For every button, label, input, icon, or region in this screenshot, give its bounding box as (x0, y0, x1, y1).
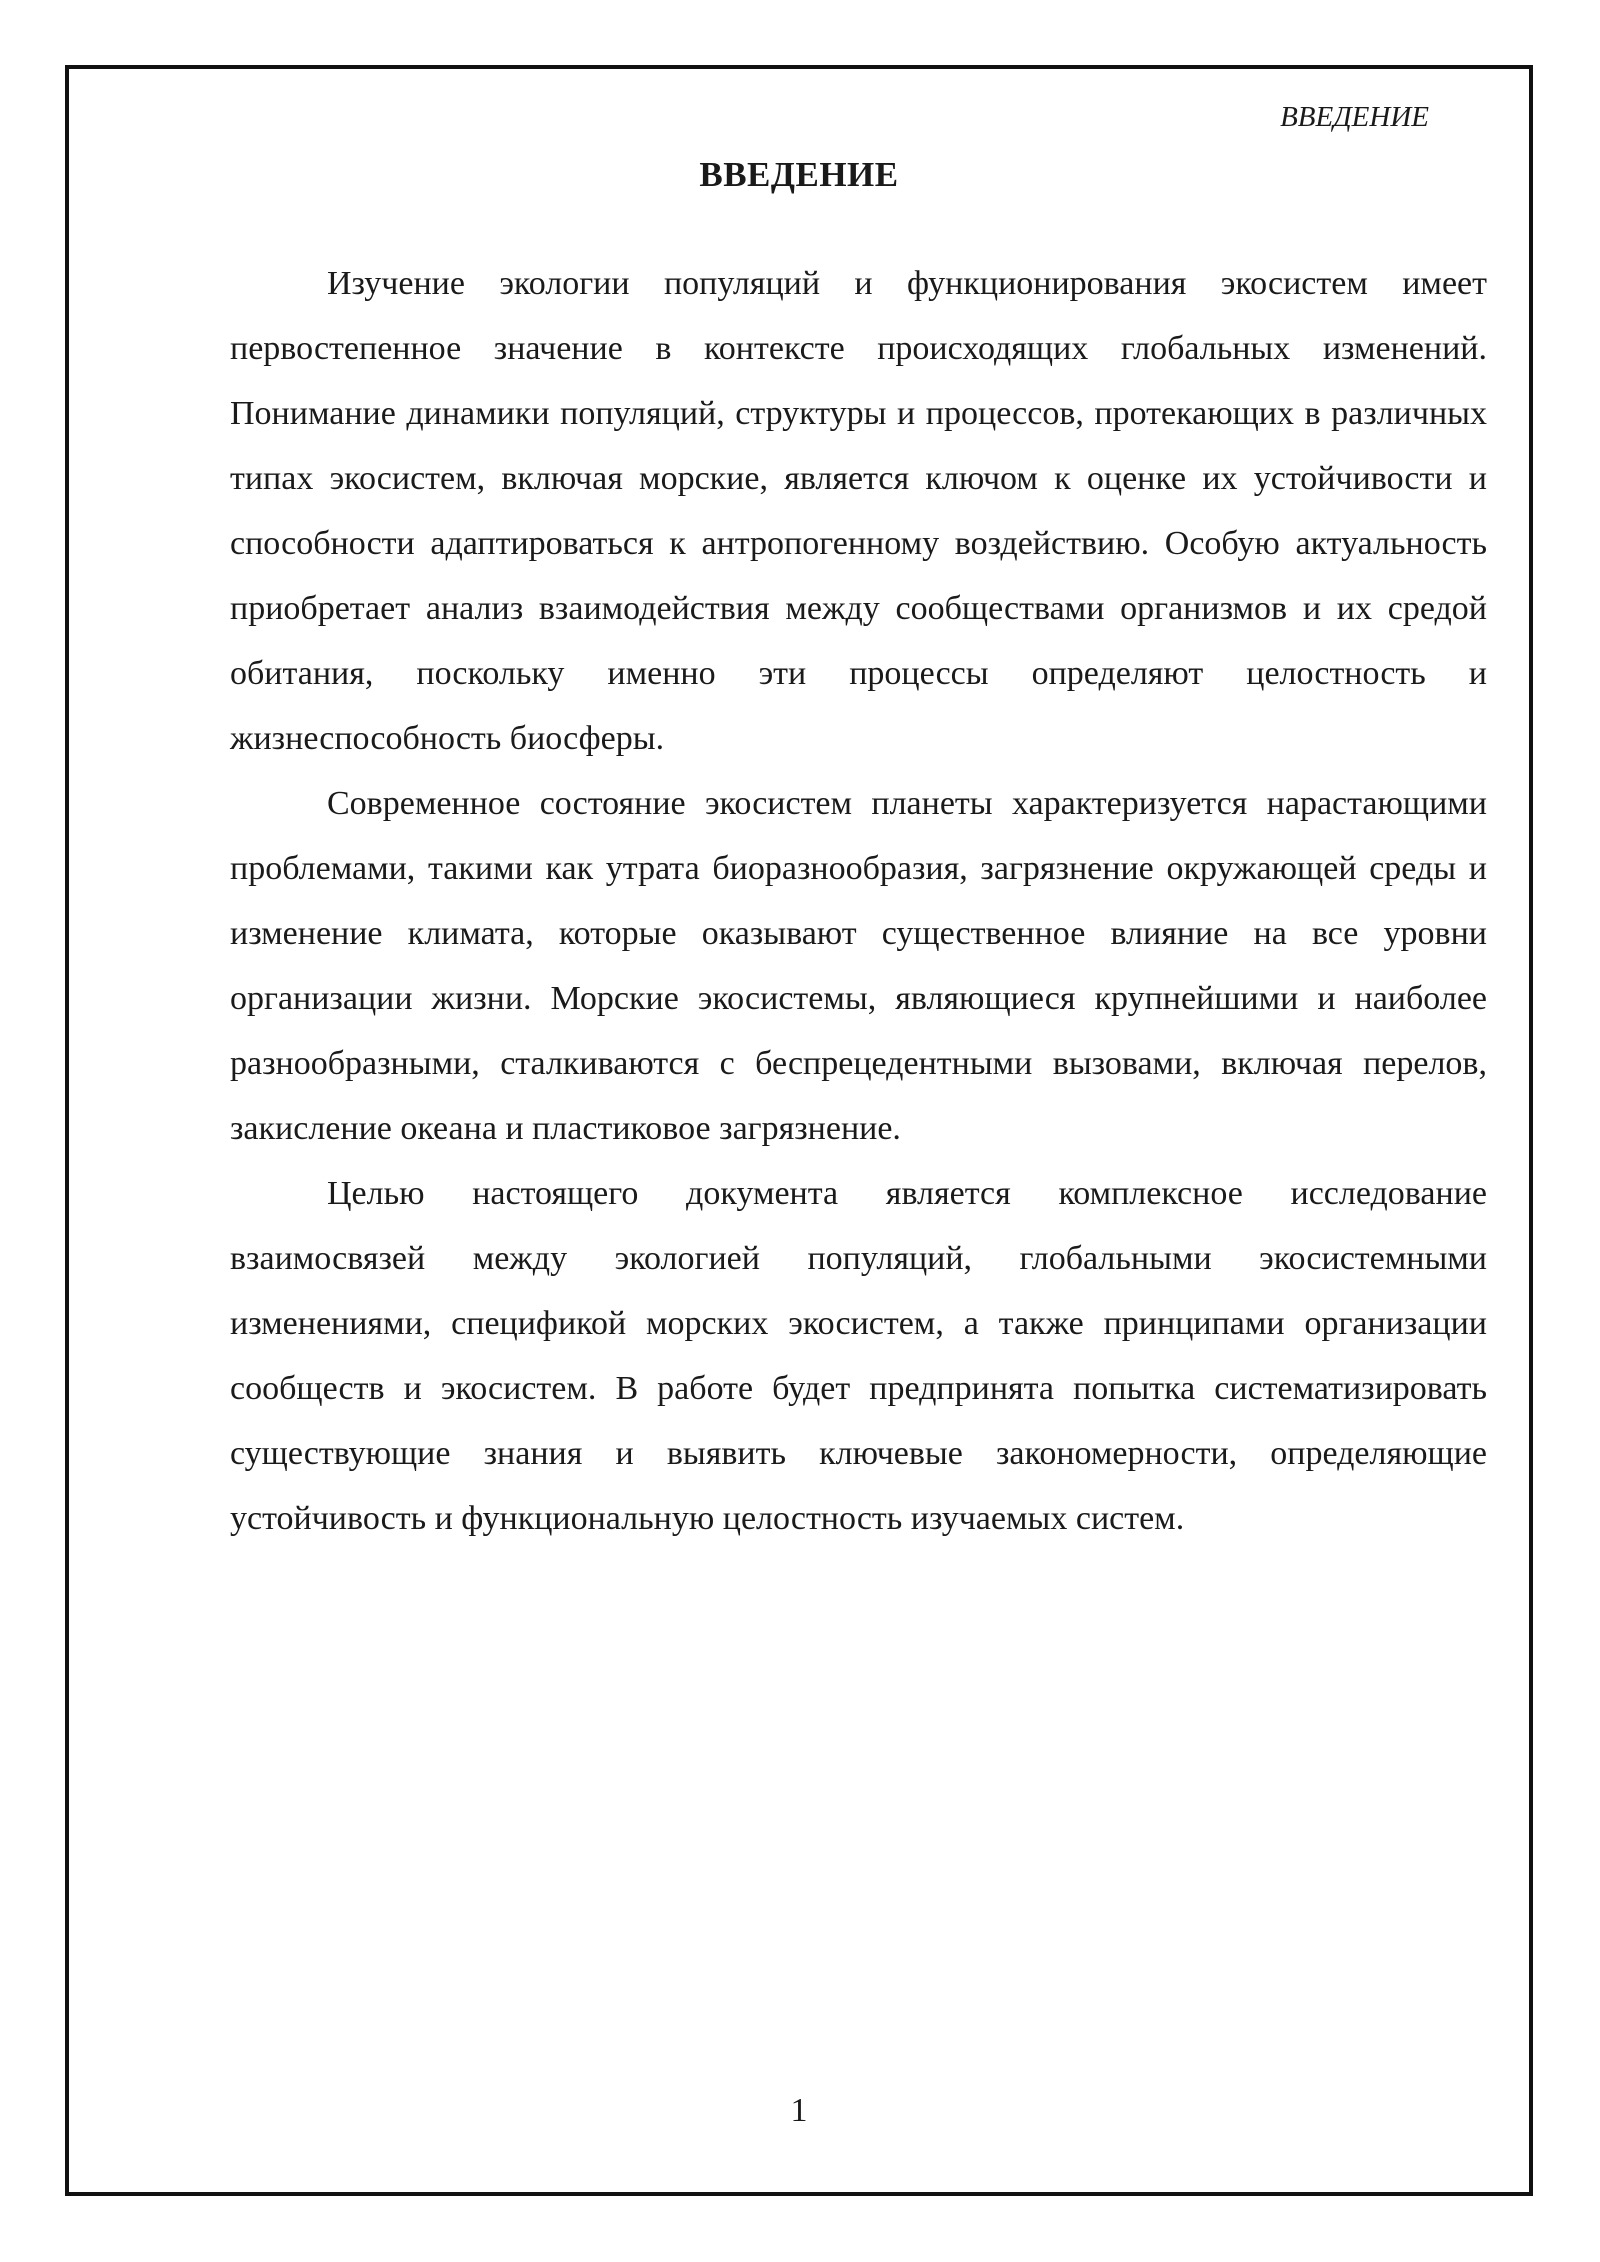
paragraph-1: Изучение экологии популяций и функционирования экосистем имеет первостепенное значение в контексте происходящих глобальных изменений. Понимание динамики популяций, структуры и процессов, протекающих в различных типах экосистем, включая морские, является ключом к оценке их устойчивости и способности адаптироваться к антропогенному воздействию. Особую актуальность приобретает анализ взаимодействия между сообществами организмов и их средой обитания, поскольку именно эти процессы определяют целостность и жизнеспособность биосферы. (230, 265, 1487, 757)
page-border (65, 65, 1533, 2196)
paragraph-2: Современное состояние экосистем планеты характеризуется нарастающими проблемами, такими как утрата биоразнообразия, загрязнение окружающей среды и изменение климата, которые оказывают существенное влияние на все уровни организации жизни. Морские экосистемы, являющиеся крупнейшими и наиболее разнообразными, сталкиваются с беспрецедентными вызовами, включая перелов, закисление океана и пластиковое загрязнение. (230, 785, 1487, 1147)
page-number: 1 (790, 2092, 808, 2129)
running-header: ВВЕДЕНИЕ (1280, 101, 1429, 133)
paragraph-3: Целью настоящего документа является комплексное исследование взаимосвязей между экологией популяций, глобальными экосистемными изменениями, спецификой морских экосистем, а также принципами организации сообществ и экосистем. В работе будет предпринята попытка систематизировать существующие знания и выявить ключевые закономерности, определяющие устойчивость и функциональную целостность изучаемых систем. (230, 1175, 1487, 1537)
body-text (230, 251, 1487, 1551)
page-title: ВВЕДЕНИЕ (699, 155, 899, 194)
